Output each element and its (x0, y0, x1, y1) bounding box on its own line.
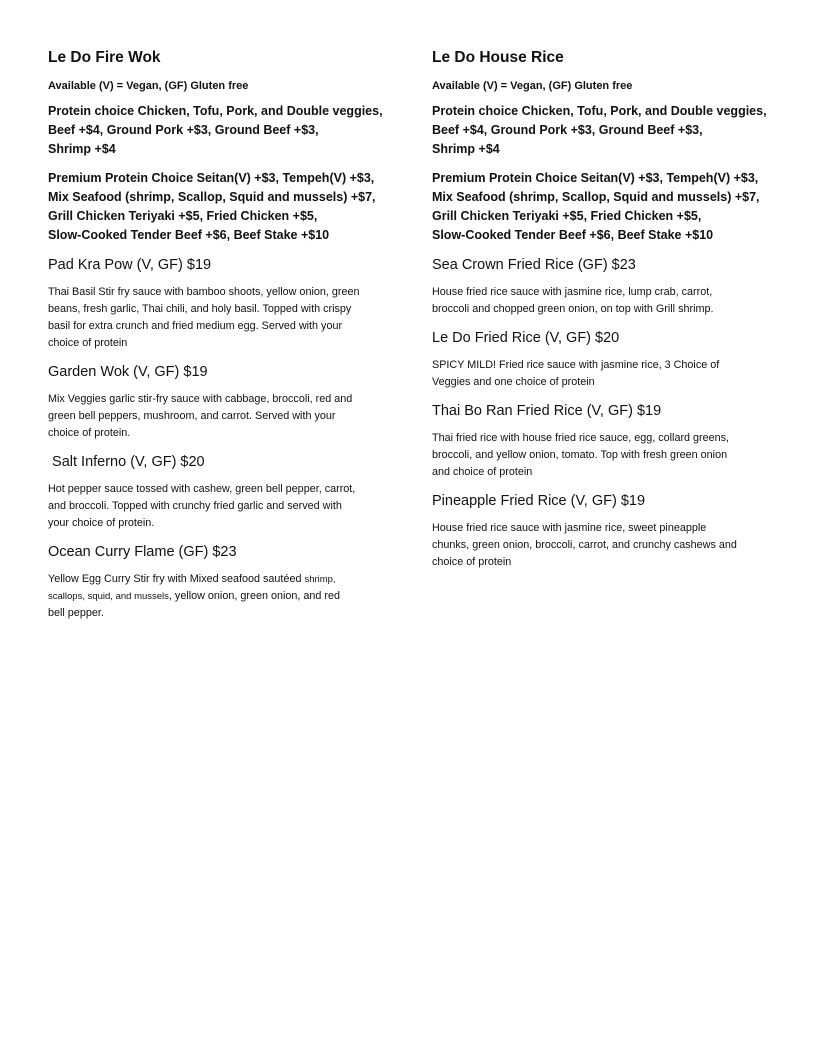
desc-line: choice of protein (432, 556, 512, 568)
dish-pineapple-fried-rice (432, 491, 777, 571)
dietary-legend: Available (V) = Vegan, (GF) Gluten free (432, 80, 633, 92)
desc-text-small: shrimp, (304, 574, 336, 585)
protein-choices (432, 102, 777, 159)
section-title: Le Do Fire Wok (48, 49, 161, 66)
dish-pad-kra-pow (48, 255, 393, 352)
protein-line: Beef +$4, Ground Pork +$3, Ground Beef +$3, (432, 123, 703, 137)
desc-line: chunks, green onion, broccoli, carrot, and crunchy cashews and (432, 539, 737, 551)
desc-line: broccoli, and yellow onion, tomato. Top with fresh green onion (432, 449, 728, 461)
desc-line: House fried rice sauce with jasmine rice, sweet pineapple (432, 522, 707, 534)
desc-line: SPICY MILD! Fried rice sauce with jasmine rice, 3 Choice of (432, 359, 720, 371)
desc-line: choice of protein. (48, 427, 131, 439)
premium-line: Grill Chicken Teriyaki +$5, Fried Chicken +$5, (48, 209, 318, 223)
desc-line: broccoli and chopped green onion, on top with Grill shrimp. (432, 303, 714, 315)
desc-line: Mix Veggies garlic stir-fry sauce with cabbage, broccoli, red and (48, 393, 353, 405)
protein-line: Shrimp +$4 (48, 142, 116, 156)
dish-name: Sea Crown Fried Rice (GF) $23 (432, 257, 636, 273)
dish-salt-inferno (48, 452, 393, 532)
dish-description (48, 391, 393, 442)
premium-protein-choices (432, 169, 777, 245)
dish-name: Salt Inferno (V, GF) $20 (48, 454, 205, 470)
desc-line: House fried rice sauce with jasmine rice, lump crab, carrot, (432, 286, 713, 298)
dish-name: Ocean Curry Flame (GF) $23 (48, 544, 237, 560)
protein-line: Beef +$4, Ground Pork +$3, Ground Beef +$3, (48, 123, 319, 137)
dish-thai-bo-ran-fried-rice (432, 401, 777, 481)
dish-description (432, 430, 777, 481)
desc-text: , yellow onion, green onion, and red (168, 590, 340, 602)
desc-line: Hot pepper sauce tossed with cashew, green bell pepper, carrot, (48, 483, 356, 495)
dish-sea-crown-fried-rice (432, 255, 777, 318)
protein-choices (48, 102, 393, 159)
dish-name: Thai Bo Ran Fried Rice (V, GF) $19 (432, 403, 662, 419)
dietary-legend: Available (V) = Vegan, (GF) Gluten free (48, 80, 249, 92)
dish-description (432, 520, 777, 571)
desc-line: green bell peppers, mushroom, and carrot. Served with your (48, 410, 336, 422)
desc-line: Thai Basil Stir fry sauce with bamboo shoots, yellow onion, green (48, 286, 360, 298)
protein-line: Shrimp +$4 (432, 142, 500, 156)
dish-name: Garden Wok (V, GF) $19 (48, 364, 208, 380)
desc-line: Veggies and one choice of protein (432, 376, 595, 388)
dish-name: Pineapple Fried Rice (V, GF) $19 (432, 493, 646, 509)
desc-line: your choice of protein. (48, 517, 155, 529)
dish-name: Le Do Fried Rice (V, GF) $20 (432, 330, 620, 346)
desc-line: basil for extra crunch and fried medium egg. Served with your (48, 320, 343, 332)
protein-line: Protein choice Chicken, Tofu, Pork, and Double veggies, (432, 104, 767, 118)
desc-line (48, 571, 393, 588)
section-title: Le Do House Rice (432, 49, 564, 66)
premium-line: Mix Seafood (shrimp, Scallop, Squid and mussels) +$7, (432, 190, 760, 204)
house-rice-column (432, 48, 777, 581)
premium-line: Slow-Cooked Tender Beef +$6, Beef Stake +$10 (432, 228, 714, 242)
desc-line: and broccoli. Topped with crunchy fried garlic and served with (48, 500, 342, 512)
desc-line (48, 588, 393, 605)
desc-line: bell pepper. (48, 607, 104, 619)
premium-protein-choices (48, 169, 393, 245)
dish-ocean-curry-flame (48, 542, 393, 622)
dish-description (48, 481, 393, 532)
dish-garden-wok (48, 362, 393, 442)
desc-line: choice of protein (48, 337, 128, 349)
dish-description (48, 571, 393, 622)
desc-text-small: scallops, squid, and mussels (48, 591, 169, 602)
premium-line: Mix Seafood (shrimp, Scallop, Squid and mussels) +$7, (48, 190, 376, 204)
premium-line: Slow-Cooked Tender Beef +$6, Beef Stake +$10 (48, 228, 330, 242)
dish-description (432, 357, 777, 391)
dish-name: Pad Kra Pow (V, GF) $19 (48, 257, 212, 273)
dish-description (48, 284, 393, 352)
fire-wok-column (48, 48, 393, 632)
premium-line: Grill Chicken Teriyaki +$5, Fried Chicken +$5, (432, 209, 702, 223)
premium-line: Premium Protein Choice Seitan(V) +$3, Tempeh(V) +$3, (432, 171, 759, 185)
protein-line: Protein choice Chicken, Tofu, Pork, and Double veggies, (48, 104, 383, 118)
dish-description (432, 284, 777, 318)
dish-le-do-fried-rice (432, 328, 777, 391)
desc-text: Yellow Egg Curry Stir fry with Mixed seafood sautéed (48, 573, 305, 585)
desc-line: beans, fresh garlic, Thai chili, and holy basil. Topped with crispy (48, 303, 352, 315)
desc-line: and choice of protein (432, 466, 533, 478)
desc-line: Thai fried rice with house fried rice sauce, egg, collard greens, (432, 432, 730, 444)
premium-line: Premium Protein Choice Seitan(V) +$3, Tempeh(V) +$3, (48, 171, 375, 185)
